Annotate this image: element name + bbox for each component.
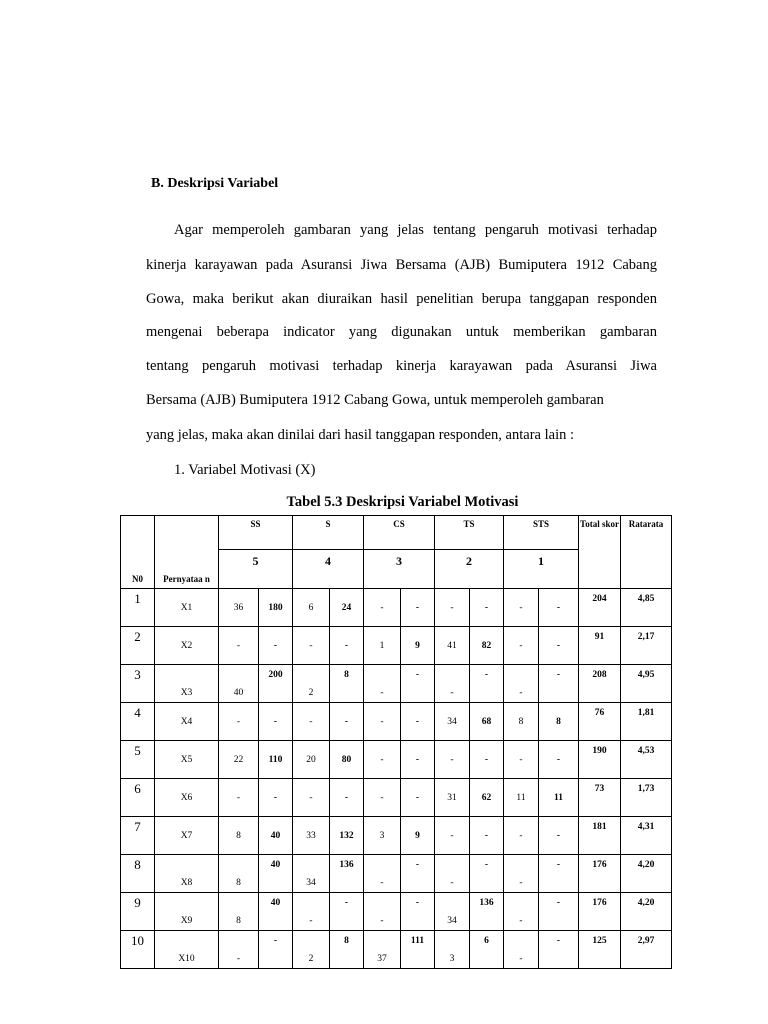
- sts-score: -: [539, 741, 579, 779]
- header-total-skor: Total skor: [579, 516, 621, 589]
- table-title: Tabel 5.3 Deskripsi Variabel Motivasi: [286, 494, 519, 510]
- s-score: 8: [330, 931, 364, 969]
- header-ss: SS: [219, 516, 293, 550]
- ss-frequency: 36: [219, 589, 259, 627]
- table-row: [121, 931, 672, 969]
- ss-frequency: 40: [219, 665, 259, 703]
- total-score: 181: [579, 817, 621, 855]
- ss-frequency: 22: [219, 741, 259, 779]
- cs-score: -: [401, 779, 435, 817]
- ts-frequency: -: [435, 855, 470, 893]
- cs-score: 9: [401, 627, 435, 665]
- s-frequency: 6: [293, 589, 330, 627]
- sts-score: 8: [539, 703, 579, 741]
- ts-score: -: [470, 665, 504, 703]
- ts-score: 68: [470, 703, 504, 741]
- section-heading: B. Deskripsi Variabel: [151, 176, 279, 191]
- header-s: S: [293, 516, 364, 550]
- cs-score: -: [401, 855, 435, 893]
- average-score: 2,17: [621, 627, 672, 665]
- table-row: [121, 855, 672, 893]
- statement-cell: X5: [155, 741, 219, 779]
- sts-frequency: -: [504, 665, 539, 703]
- sts-score: -: [539, 817, 579, 855]
- ts-frequency: 34: [435, 703, 470, 741]
- table-row: [121, 665, 672, 703]
- ts-frequency: -: [435, 817, 470, 855]
- row-number: 4: [121, 703, 155, 741]
- header-cs: CS: [364, 516, 435, 550]
- s-frequency: 2: [293, 665, 330, 703]
- table-row: [121, 779, 672, 817]
- s-frequency: -: [293, 893, 330, 931]
- ss-frequency: 8: [219, 893, 259, 931]
- cs-frequency: -: [364, 741, 401, 779]
- table-row: [121, 589, 672, 627]
- cs-frequency: -: [364, 589, 401, 627]
- ss-score: -: [259, 703, 293, 741]
- statement-cell: X4: [155, 703, 219, 741]
- average-score: 2,97: [621, 931, 672, 969]
- total-score: 73: [579, 779, 621, 817]
- ss-frequency: -: [219, 779, 259, 817]
- cs-frequency: -: [364, 779, 401, 817]
- s-score: 80: [330, 741, 364, 779]
- statement-cell: X10: [155, 931, 219, 969]
- statement-cell: X3: [155, 665, 219, 703]
- ss-frequency: -: [219, 703, 259, 741]
- ts-frequency: 3: [435, 931, 470, 969]
- s-frequency: 33: [293, 817, 330, 855]
- sts-frequency: -: [504, 893, 539, 931]
- average-score: 4,20: [621, 893, 672, 931]
- ss-score: 200: [259, 665, 293, 703]
- paragraph-line: tentang pengaruh motivasi terhadap kinerja karayawan pada Asuransi Jiwa: [146, 358, 657, 374]
- row-number: 2: [121, 627, 155, 665]
- ts-score: 82: [470, 627, 504, 665]
- s-frequency: 20: [293, 741, 330, 779]
- paragraph-line: yang jelas, maka akan dinilai dari hasil tanggapan responden, antara lain :: [146, 427, 574, 443]
- sts-frequency: -: [504, 931, 539, 969]
- sts-score: -: [539, 855, 579, 893]
- weight-s: 4: [293, 550, 364, 589]
- statement-cell: X7: [155, 817, 219, 855]
- ts-frequency: -: [435, 741, 470, 779]
- ts-score: 136: [470, 893, 504, 931]
- ts-score: 6: [470, 931, 504, 969]
- table-row: [121, 893, 672, 931]
- ss-score: 40: [259, 855, 293, 893]
- row-number: 5: [121, 741, 155, 779]
- weight-ss: 5: [219, 550, 293, 589]
- sts-score: -: [539, 893, 579, 931]
- ss-frequency: -: [219, 931, 259, 969]
- cs-score: -: [401, 589, 435, 627]
- sts-frequency: 11: [504, 779, 539, 817]
- row-number: 8: [121, 855, 155, 893]
- s-frequency: -: [293, 627, 330, 665]
- statement-cell: X2: [155, 627, 219, 665]
- sts-score: -: [539, 627, 579, 665]
- ts-frequency: -: [435, 665, 470, 703]
- sts-frequency: 8: [504, 703, 539, 741]
- cs-score: -: [401, 741, 435, 779]
- paragraph-line: Gowa, maka berikut akan diuraikan hasil penelitian berupa tanggapan responden: [146, 291, 657, 307]
- average-score: 4,95: [621, 665, 672, 703]
- ts-score: -: [470, 817, 504, 855]
- weight-sts: 1: [504, 550, 579, 589]
- weight-cs: 3: [364, 550, 435, 589]
- cs-score: 9: [401, 817, 435, 855]
- average-score: 1,73: [621, 779, 672, 817]
- paragraph-line: Agar memperoleh gambaran yang jelas tentang pengaruh motivasi terhadap: [174, 222, 657, 238]
- s-score: 8: [330, 665, 364, 703]
- average-score: 1,81: [621, 703, 672, 741]
- ss-score: 110: [259, 741, 293, 779]
- ts-frequency: 31: [435, 779, 470, 817]
- row-number: 7: [121, 817, 155, 855]
- row-number: 10: [121, 931, 155, 969]
- s-score: -: [330, 779, 364, 817]
- row-number: 3: [121, 665, 155, 703]
- cs-score: -: [401, 703, 435, 741]
- ss-score: 40: [259, 893, 293, 931]
- ss-frequency: -: [219, 627, 259, 665]
- header-row-categories: [121, 516, 672, 550]
- s-score: -: [330, 893, 364, 931]
- total-score: 204: [579, 589, 621, 627]
- sts-frequency: -: [504, 589, 539, 627]
- cs-score: 111: [401, 931, 435, 969]
- paragraph-line: kinerja karayawan pada Asuransi Jiwa Bersama (AJB) Bumiputera 1912 Cabang: [146, 257, 657, 273]
- statement-cell: X8: [155, 855, 219, 893]
- cs-score: -: [401, 665, 435, 703]
- sts-score: -: [539, 665, 579, 703]
- statement-cell: X9: [155, 893, 219, 931]
- header-sts: STS: [504, 516, 579, 550]
- sts-score: -: [539, 589, 579, 627]
- table-row: [121, 741, 672, 779]
- s-score: 132: [330, 817, 364, 855]
- ts-frequency: 34: [435, 893, 470, 931]
- s-score: -: [330, 703, 364, 741]
- table-row: [121, 817, 672, 855]
- average-score: 4,53: [621, 741, 672, 779]
- s-frequency: 34: [293, 855, 330, 893]
- ss-score: 40: [259, 817, 293, 855]
- average-score: 4,85: [621, 589, 672, 627]
- list-item: 1. Variabel Motivasi (X): [174, 462, 316, 478]
- ss-score: -: [259, 627, 293, 665]
- s-score: 24: [330, 589, 364, 627]
- ts-score: -: [470, 855, 504, 893]
- average-score: 4,31: [621, 817, 672, 855]
- cs-frequency: -: [364, 893, 401, 931]
- total-score: 176: [579, 893, 621, 931]
- ts-frequency: -: [435, 589, 470, 627]
- paragraph-line: mengenai beberapa indicator yang digunakan untuk memberikan gambaran: [146, 324, 657, 340]
- ss-frequency: 8: [219, 855, 259, 893]
- cs-frequency: 37: [364, 931, 401, 969]
- weight-ts: 2: [435, 550, 504, 589]
- ts-score: -: [470, 741, 504, 779]
- s-frequency: -: [293, 703, 330, 741]
- cs-frequency: -: [364, 855, 401, 893]
- cs-score: -: [401, 893, 435, 931]
- sts-score: 11: [539, 779, 579, 817]
- total-score: 91: [579, 627, 621, 665]
- total-score: 125: [579, 931, 621, 969]
- ts-frequency: 41: [435, 627, 470, 665]
- paragraph-line: Bersama (AJB) Bumiputera 1912 Cabang Gowa, untuk memperoleh gambaran: [146, 392, 604, 408]
- average-score: 4,20: [621, 855, 672, 893]
- total-score: 76: [579, 703, 621, 741]
- sts-frequency: -: [504, 741, 539, 779]
- sts-frequency: -: [504, 817, 539, 855]
- cs-frequency: 1: [364, 627, 401, 665]
- ts-score: 62: [470, 779, 504, 817]
- header-no: N0: [121, 516, 155, 589]
- sts-frequency: -: [504, 855, 539, 893]
- cs-frequency: -: [364, 665, 401, 703]
- statement-cell: X1: [155, 589, 219, 627]
- header-pernyataan: Pernyataa n: [155, 516, 219, 589]
- ss-frequency: 8: [219, 817, 259, 855]
- total-score: 208: [579, 665, 621, 703]
- ts-score: -: [470, 589, 504, 627]
- table-row: [121, 703, 672, 741]
- total-score: 176: [579, 855, 621, 893]
- motivation-table: [120, 515, 672, 969]
- table-row: [121, 627, 672, 665]
- sts-frequency: -: [504, 627, 539, 665]
- s-score: 136: [330, 855, 364, 893]
- header-ts: TS: [435, 516, 504, 550]
- ss-score: -: [259, 779, 293, 817]
- cs-frequency: -: [364, 703, 401, 741]
- header-ratarata: Ratarata: [621, 516, 672, 589]
- cs-frequency: 3: [364, 817, 401, 855]
- ss-score: 180: [259, 589, 293, 627]
- row-number: 6: [121, 779, 155, 817]
- s-score: -: [330, 627, 364, 665]
- s-frequency: -: [293, 779, 330, 817]
- s-frequency: 2: [293, 931, 330, 969]
- statement-cell: X6: [155, 779, 219, 817]
- total-score: 190: [579, 741, 621, 779]
- sts-score: -: [539, 931, 579, 969]
- row-number: 9: [121, 893, 155, 931]
- ss-score: -: [259, 931, 293, 969]
- row-number: 1: [121, 589, 155, 627]
